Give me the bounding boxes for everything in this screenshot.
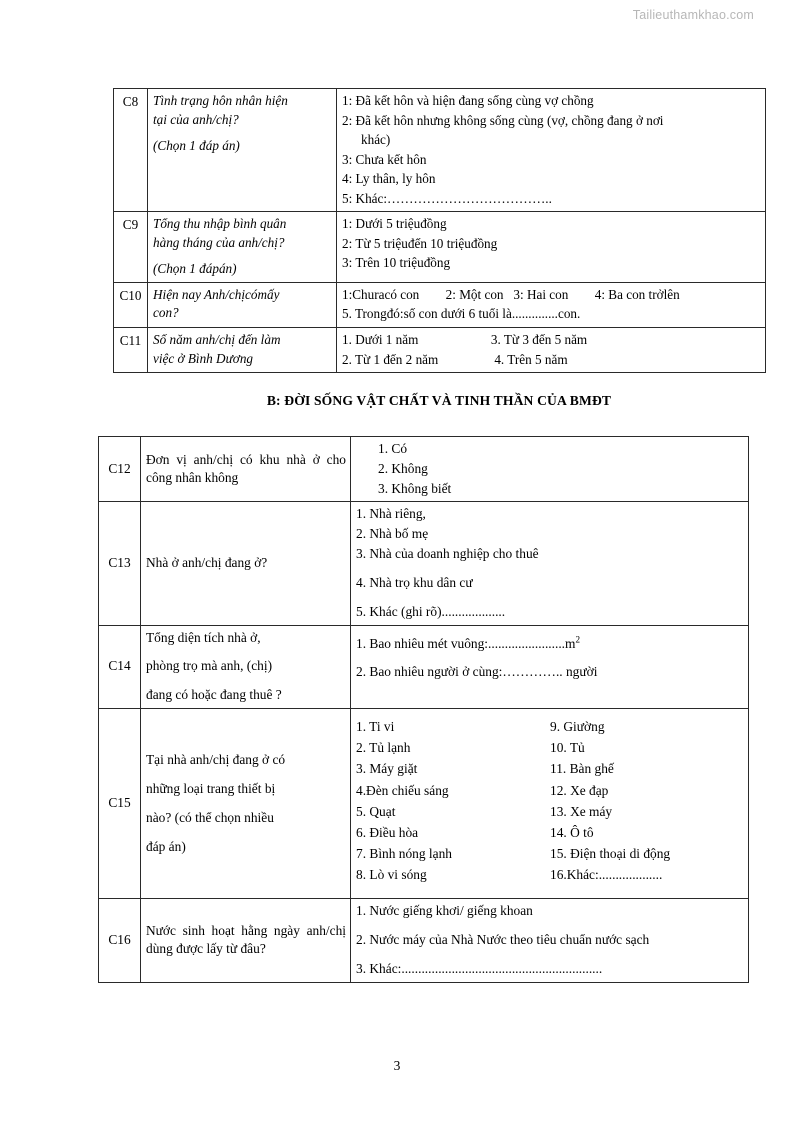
question-line: con? [153,305,179,321]
answer-option[interactable]: 4: Ly thân, ly hôn [342,171,436,187]
device-option[interactable]: 9. Giường [550,719,605,735]
answer-option-row[interactable]: 2. Từ 1 đến 2 năm 4. Trên 5 năm [342,351,568,367]
device-option[interactable]: 8. Lò vi sóng [356,867,427,883]
question-code-c8: C8 [114,89,148,212]
answer-option[interactable]: 1: Đã kết hôn và hiện đang sống cùng vợ chồng [342,93,594,108]
question-text-c15 [141,709,351,899]
answer-options-c10 [337,282,766,327]
questions-table-c12-c16 [98,436,749,983]
answer-option[interactable]: 1: Dưới 5 triệuđồng [342,216,447,232]
table-row [114,212,766,283]
question-line: nào? (có thể chọn nhiều [146,809,274,825]
device-option[interactable]: 12. Xe đạp [550,782,609,798]
answer-options-c15 [351,709,749,899]
answer-option-other[interactable]: 5. Khác (ghi rõ)................... [356,603,506,619]
device-option-other[interactable]: 16.Khác:................... [550,867,663,883]
device-option[interactable]: 1. Ti vi [356,719,395,735]
page-number: 3 [393,1058,401,1073]
table-row [99,502,749,625]
watermark-text: Tailieuthamkhao.com [632,8,754,22]
device-option[interactable]: 5. Quạt [356,803,396,819]
question-text-c8 [148,89,337,212]
question-line: Nhà ở anh/chị đang ở? [146,555,268,571]
answer-option[interactable]: 3. Nhà của doanh nghiệp cho thuê [356,546,539,562]
question-code-c15: C15 [99,709,141,899]
device-option[interactable]: 14. Ô tô [550,824,594,840]
device-option[interactable]: 13. Xe máy [550,803,613,819]
question-line: đáp án) [146,838,186,854]
answer-option[interactable]: 1. Có [378,441,408,456]
answer-fillin-people[interactable]: 2. Bao nhiêu người ở cùng:………….. người [356,664,598,680]
device-option[interactable]: 2. Tủ lạnh [356,740,411,756]
answer-options-c9 [337,212,766,283]
answer-options-c12 [351,437,749,502]
question-line: Hiện nay Anh/chịcómấy [153,286,280,302]
question-text-c10 [148,282,337,327]
table-row [99,709,749,899]
answer-option[interactable]: 2: Đã kết hôn nhưng không sống cùng (vợ, chồng đang ở nơi [342,112,664,128]
answer-option[interactable]: 3. Không biết [378,480,452,496]
question-code-c11: C11 [114,328,148,373]
question-text-c13 [141,502,351,625]
device-option[interactable]: 15. Điện thoại di động [550,846,671,862]
question-line: Tổng thu nhập bình quân [153,216,287,232]
question-line: Tổng diện tích nhà ở, [146,629,261,645]
answer-option[interactable]: 1. Nhà riêng, [356,506,426,522]
answer-option-fillin[interactable]: 5. Trongđó:số con dưới 6 tuổi là..............con. [342,306,581,322]
answer-options-c14 [351,625,749,708]
question-code-c14: C14 [99,625,141,708]
answer-option[interactable]: 2. Nước máy của Nhà Nước theo tiêu chuẩn nước sạch [356,932,650,948]
question-note: (Chọn 1 đápán) [153,261,237,277]
answer-option[interactable]: 2. Không [378,460,428,476]
device-option[interactable]: 3. Máy giặt [356,761,418,777]
question-line: phòng trọ mà anh, (chị) [146,658,273,674]
device-option[interactable]: 6. Điều hòa [356,824,419,840]
question-line: hàng tháng của anh/chị? [153,234,285,250]
device-options-column-right [550,717,744,884]
table-row [99,437,749,502]
question-line: Tình trạng hôn nhân hiện [153,93,288,108]
question-text-c12 [141,437,351,502]
device-option[interactable]: 11. Bàn ghế [550,761,614,777]
question-line: Đơn vị anh/chị có khu nhà ở cho công nhân không [146,451,346,485]
device-option[interactable]: 10. Tủ [550,740,585,756]
question-line: đang có hoặc đang thuê ? [146,687,282,703]
question-code-c13: C13 [99,502,141,625]
answer-option[interactable]: 3: Trên 10 triệuđồng [342,255,451,271]
answer-option-continuation: khác) [361,132,391,148]
question-code-c16: C16 [99,899,141,982]
question-line: tại của anh/chị? [153,111,239,127]
answer-option[interactable]: 2: Từ 5 triệuđến 10 triệuđồng [342,235,498,251]
table-row [114,282,766,327]
question-code-c12: C12 [99,437,141,502]
answer-options-c16 [351,899,749,982]
question-line: Tại nhà anh/chị đang ở có [146,752,286,768]
question-text-c16 [141,899,351,982]
answer-options-c11 [337,328,766,373]
answer-fillin-area[interactable] [356,635,744,653]
table-row [114,328,766,373]
question-code-c9: C9 [114,212,148,283]
answer-option-row[interactable]: 1:Churacó con 2: Một con 3: Hai con 4: Ba con trởlên [342,286,680,302]
answer-option[interactable]: 1. Nước giếng khơi/ giếng khoan [356,903,533,919]
answer-option-other[interactable]: 3. Khác:............................................................ [356,961,603,977]
device-options-column-left [356,717,550,884]
table-row [99,625,749,708]
device-options-grid [356,717,744,884]
square-meter-superscript: 2 [575,634,581,645]
question-line: việc ở Bình Dương [153,350,254,366]
device-option[interactable]: 7. Bình nóng lạnh [356,846,452,862]
questions-table-c8-c11 [113,88,766,373]
device-option[interactable]: 4.Đèn chiếu sáng [356,782,449,798]
answer-option-other[interactable]: 5: Khác:……………………………….. [342,190,552,206]
question-line: những loại trang thiết bị [146,780,276,796]
answer-option[interactable]: 2. Nhà bố mẹ [356,526,429,542]
section-heading-b: B: ĐỜI SỐNG VẬT CHẤT VÀ TINH THẦN CỦA BMĐT [266,393,612,408]
answer-options-c8 [337,89,766,212]
answer-options-c13 [351,502,749,625]
question-text-c9 [148,212,337,283]
table-row [114,89,766,212]
question-line: Số năm anh/chị đến làm [153,332,281,348]
question-code-c10: C10 [114,282,148,327]
answer-option[interactable]: 3: Chưa kết hôn [342,151,427,167]
table-row [99,899,749,982]
question-text-c11 [148,328,337,373]
question-line: Nước sinh hoạt hằng ngày anh/chị dùng được lấy từ đâu? [146,923,346,957]
question-note: (Chọn 1 đáp án) [153,138,240,154]
answer-option-row[interactable]: 1. Dưới 1 năm 3. Từ 3 đến 5 năm [342,332,588,348]
answer-fillin-area-label: 1. Bao nhiêu mét vuông:.......................m [356,635,576,651]
answer-option[interactable]: 4. Nhà trọ khu dân cư [356,574,473,590]
question-text-c14 [141,625,351,708]
